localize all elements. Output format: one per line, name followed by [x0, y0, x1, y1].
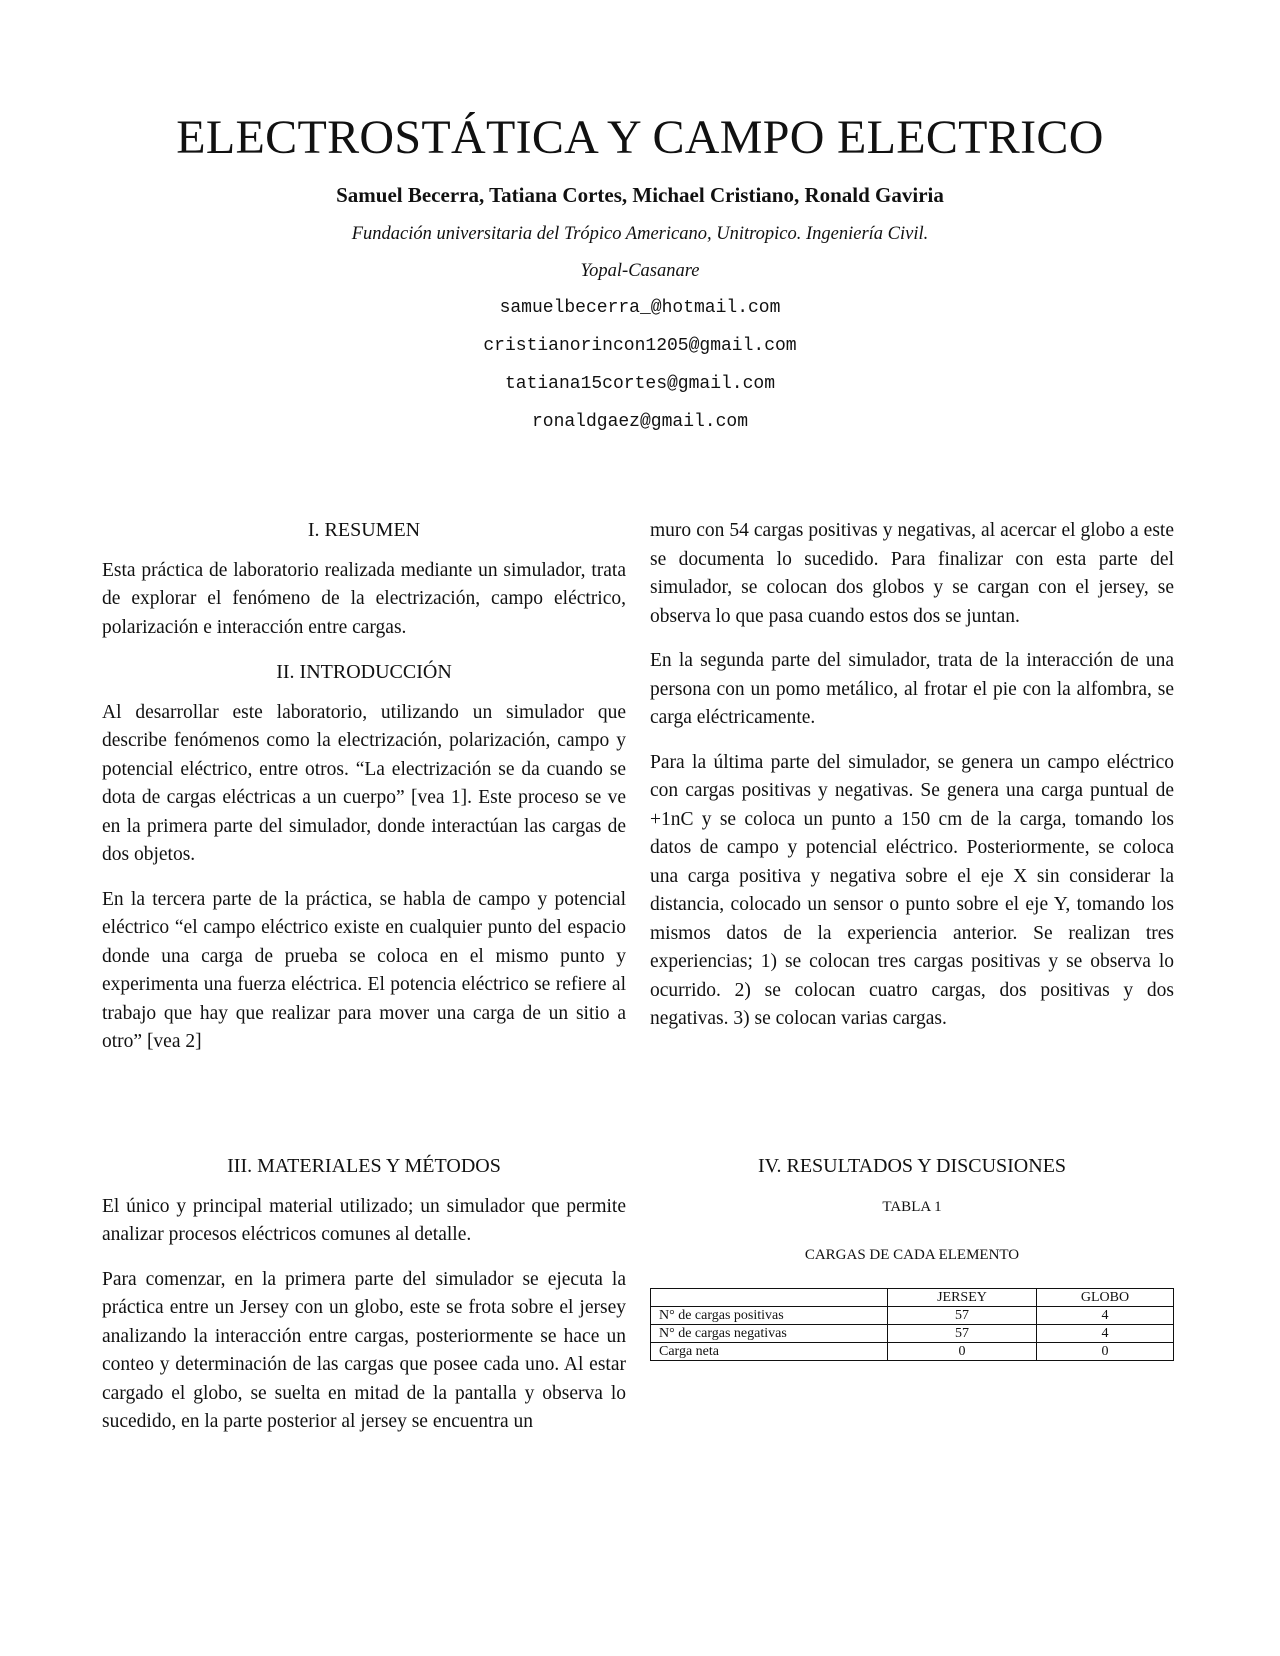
body-paragraph: muro con 54 cargas positivas y negativas, al acercar el globo a este se documenta lo sucedido. Para finalizar con esta parte del simulador, se colocan dos globos y se cargan con el jersey, se observa lo que pasa cuando estos dos se juntan. [650, 520, 1174, 627]
section-heading-introduccion: II. INTRODUCCIÓN [276, 661, 452, 683]
table-header-cell: GLOBO [1037, 1288, 1174, 1306]
materiales-paragraph: Para comenzar, en la primera parte del simulador se ejecuta la práctica entre un Jersey con un globo, este se frota sobre el jersey analizando la interacción entre cargas, posteriormente se hace un conteo y determinación de las cargas que posee cada uno. Al estar cargado el globo, se suelta en mitad de la pantalla y observa lo sucedido, en la parte posterior al jersey se encuentra un [102, 1268, 626, 1432]
body-paragraph: Para la última parte del simulador, se genera un campo eléctrico con cargas positivas y negativas. Se genera una carga puntual de +1nC y se coloca un punto a 150 cm de la carga, tomando los datos de campo y potencial eléctrico. Posteriormente, se coloca una carga positiva y negativa sobre el eje X sin considerar la distancia, colocado un sensor o punto sobre el eje Y, tomando los mismos datos de la experiencia anterior. Se realizan tres experiencias; 1) se colocan tres cargas positivas y se observa lo ocurrido. 2) se colocan cuatro cargas, dos positivas y dos negativas. 3) se colocan varias cargas. [650, 751, 1174, 1029]
right-column-bottom [650, 1152, 1174, 1361]
table-row [651, 1342, 1174, 1360]
table-header-row [651, 1288, 1174, 1306]
affiliation: Fundación universitaria del Trópico Americano, Unitropico. Ingeniería Civil. [351, 224, 929, 244]
email-list [0, 298, 1280, 432]
table-cell: N° de cargas positivas [651, 1306, 888, 1324]
table-header-cell [651, 1288, 888, 1306]
email-address[interactable]: cristianorincon1205@gmail.com [483, 336, 797, 356]
table-row [651, 1324, 1174, 1342]
paper-title: ELECTROSTÁTICA Y CAMPO ELECTRICO [176, 111, 1104, 164]
resumen-paragraph: Esta práctica de laboratorio realizada mediante un simulador, trata de explorar el fenómeno de la electrización, campo eléctrico, polarización e interacción entre cargas. [102, 559, 626, 638]
table-header-cell: JERSEY [888, 1288, 1037, 1306]
affiliation-location: Yopal-Casanare [580, 261, 700, 281]
email-address[interactable]: ronaldgaez@gmail.com [531, 412, 749, 432]
left-column-bottom [102, 1152, 626, 1453]
section-heading-resultados: IV. RESULTADOS Y DISCUSIONES [757, 1155, 1067, 1177]
right-column-top [650, 517, 1174, 1050]
table-cell: 57 [888, 1306, 1037, 1324]
body-paragraph: En la segunda parte del simulador, trata de la interacción de una persona con un pomo metálico, al frotar el pie con la alfombra, se carga eléctricamente. [650, 650, 1174, 728]
left-column-top [102, 516, 626, 1073]
email-address[interactable]: tatiana15cortes@gmail.com [504, 374, 776, 394]
table-cell: 0 [888, 1342, 1037, 1360]
introduccion-paragraph: Al desarrollar este laboratorio, utilizando un simulador que describe fenómenos como la electrización, polarización, campo y potencial eléctrico, entre otros. “La electrización se da cuando se dota de cargas eléctricas a un cuerpo” [vea 1]. Este proceso se ve en la primera parte del simulador, donde interactúan las cargas de dos objetos. [102, 701, 626, 865]
paper-header [0, 100, 1280, 450]
table-cell: 4 [1037, 1324, 1174, 1342]
email-address[interactable]: samuelbecerra_@hotmail.com [499, 298, 781, 318]
table-cell: N° de cargas negativas [651, 1324, 888, 1342]
charges-table [650, 1288, 1174, 1361]
author-list: Samuel Becerra, Tatiana Cortes, Michael Cristiano, Ronald Gaviria [336, 183, 944, 207]
table-caption: CARGAS DE CADA ELEMENTO [804, 1247, 1020, 1263]
section-heading-resumen: I. RESUMEN [307, 519, 421, 541]
introduccion-paragraph: En la tercera parte de la práctica, se habla de campo y potencial eléctrico “el campo eléctrico existe en cualquier punto del espacio donde una carga de prueba se coloca en el mismo punto y experimenta una fuerza eléctrica. El potencia eléctrico se refiere al trabajo que hay que realizar para mover una carga de un sitio a otro” [vea 2] [102, 888, 626, 1052]
table-cell: 0 [1037, 1342, 1174, 1360]
table-cell: Carga neta [651, 1342, 888, 1360]
section-heading-materiales: III. MATERIALES Y MÉTODOS [227, 1155, 501, 1177]
table-row [651, 1306, 1174, 1324]
table-cell: 4 [1037, 1306, 1174, 1324]
table-cell: 57 [888, 1324, 1037, 1342]
table-label: TABLA 1 [882, 1198, 942, 1215]
materiales-paragraph: El único y principal material utilizado; un simulador que permite analizar procesos eléctricos comunes al detalle. [102, 1195, 626, 1245]
